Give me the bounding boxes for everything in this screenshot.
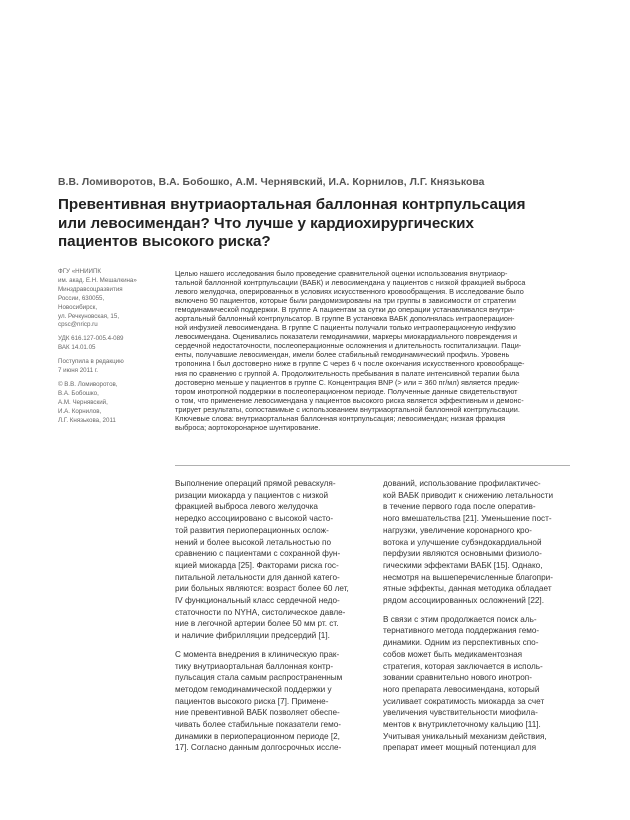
body-line: дований, использование профилактичес- xyxy=(383,479,541,488)
copyright-line: В.А. Бобошко, xyxy=(58,389,99,397)
abstract-line: выброса; аортокоронарное шунтирование. xyxy=(175,422,321,432)
body-line: чивать более стабильные показатели гемо- xyxy=(175,720,341,730)
body-line: несмотря на вышеперечисленные благопри- xyxy=(383,572,553,582)
body-line: гическими эффектами ВАБК [15]. Однако, xyxy=(383,560,543,570)
abstract-line: тором инотропной поддержки в послеоперационном периоде. Полученные данные свидетельствуют xyxy=(175,386,518,396)
body-line: ние превентивной ВАБК позволяет обеспе- xyxy=(175,708,340,718)
body-line: ние в легочной артерии более 50 мм рт. ст. xyxy=(175,619,339,629)
body-line: методом гемодинамической поддержки у xyxy=(175,684,332,694)
body-line: той развития периоперационных ослож- xyxy=(175,525,329,535)
body-line: препарат имеет мощный потенциал для xyxy=(383,743,537,753)
paragraph xyxy=(383,478,563,607)
body-column-left xyxy=(175,478,355,754)
body-line: кой ВАБК приводит к снижению летальности xyxy=(383,490,554,500)
body-line: вотока и улучшение субэндокардиальной xyxy=(383,537,542,547)
body-line: рии больных являются: возраст более 60 лет, xyxy=(175,584,349,594)
body-line: динамики в периоперационном периоде [2, xyxy=(175,731,340,741)
body-line: статочности по NYHA, систолическое давле- xyxy=(175,607,346,617)
body-line: Учитывая уникальный механизм действия, xyxy=(383,731,547,741)
udc-line: УДК 616.127-005.4-089 xyxy=(58,335,124,343)
body-line: перфузии являются основными физиоло- xyxy=(383,549,542,559)
affiliation-line: Минздравсоцразвития xyxy=(58,285,123,293)
body-line: ментов к внутриклеточному кальцию [11]. xyxy=(383,720,541,730)
received-line: 7 июня 2011 г. xyxy=(58,367,98,375)
affiliation-line: ФГУ «ННИИПК xyxy=(58,268,102,275)
abstract-line: сердечной недостаточности, послеоперационные осложнения и длительность госпитализации. Паци- xyxy=(175,341,522,351)
abstract-line: тропонина I был достоверно ниже в группе С через 6 ч после окончания искусственного кровообраще- xyxy=(175,359,525,369)
body-column-right xyxy=(383,478,563,754)
body-line: рядом ассоциированных осложнений [22]. xyxy=(383,596,544,606)
udc-line: ВАК 14.01.05 xyxy=(58,344,96,352)
abstract-line: левого желудочка, оперированных в условиях искусственного кровообращения. В исследование было xyxy=(175,287,524,297)
abstract-line: Целью нашего исследования было проведение сравнительной оценки использования внутриаор- xyxy=(175,269,508,278)
body-line: зовании сравнительно нового инотроп- xyxy=(383,673,532,683)
affiliation-line: им. акад. Е.Н. Мешалкина» xyxy=(58,276,137,284)
body-line: усиливает сократимость миокарда за счет xyxy=(383,696,545,706)
affiliation-email[interactable]: cpsc@nricp.ru xyxy=(58,321,98,329)
body-line: динамики. Одним из перспективных спо- xyxy=(383,638,539,648)
body-line: ризации миокарда у пациентов с низкой xyxy=(175,490,329,500)
body-line: собов может быть медикаментозная xyxy=(383,649,523,659)
body-line: Выполнение операций прямой реваскуля- xyxy=(175,479,336,488)
abstract-line: включено 90 пациентов, которые были рандомизированы на три группы в зависимости от стратегии xyxy=(175,296,516,306)
title-line: Превентивная внутриаортальная баллонная контрпульсация xyxy=(58,196,526,213)
abstract-line: аортальный баллонный контрпульсатор. В группе В установка ВАБК дополнялась интраоперацион- xyxy=(175,314,515,324)
authors-line: В.В. Ломиворотов, В.А. Бобошко, А.М. Чернявский, И.А. Корнилов, Л.Г. Князькова xyxy=(58,177,485,188)
abstract-divider xyxy=(175,465,570,466)
body-line: в течение первого года после оператив- xyxy=(383,502,536,512)
udc-block xyxy=(58,335,168,353)
received-block xyxy=(58,358,168,376)
body-line: С момента внедрения в клиническую прак- xyxy=(175,649,340,659)
body-line: ятные эффекты, данная методика обладает xyxy=(383,584,552,594)
body-line: питальной летальности для данной катего- xyxy=(175,572,340,582)
paragraph xyxy=(383,614,563,754)
body-line: ного вмешательства [21]. Уменьшение пост- xyxy=(383,514,552,524)
abstract-line: о том, что применение левосимендана у пациентов высокого риска является эффективным и демонс- xyxy=(175,395,524,405)
body-line: фракцией выброса левого желудочка xyxy=(175,502,318,512)
abstract-line: тальной баллонной контрпульсации (ВАБК) и левосимендана у пациентов с низкой фракцией выброса xyxy=(175,278,526,288)
body-line: стратегия, которая заключается в исполь- xyxy=(383,661,543,671)
copyright-block xyxy=(58,381,168,426)
abstract xyxy=(175,269,570,432)
abstract-line: ной инфузией левосимендана. В группе С пациенты получали только интраоперационную инфузию xyxy=(175,323,516,333)
body-line: пациентов высокого риска [7]. Примене- xyxy=(175,696,329,706)
body-line: нередко ассоциировано с высокой часто- xyxy=(175,514,334,524)
body-line: нений и более высокой летальностью по xyxy=(175,537,332,547)
body-line: увеличения чувствительности миофила- xyxy=(383,708,538,718)
abstract-line: ния по сравнению с группой А. Продолжительность пребывания в палате интенсивной терапии была xyxy=(175,368,520,378)
body-line: IV функциональный класс сердечной недо- xyxy=(175,596,340,606)
copyright-line: А.М. Чернявский, xyxy=(58,398,108,406)
article-title xyxy=(58,196,618,252)
abstract-line: достоверно меньше у пациентов в группе С. Концентрация BNP (> или = 360 пг/мл) является предик- xyxy=(175,377,520,387)
abstract-line: трирует результаты, сопоставимые с использованием внутриаортальной баллонной контрпульсации. xyxy=(175,404,520,414)
paragraph xyxy=(175,478,355,642)
body-line: сравнению с пациентами с сохранной фун- xyxy=(175,549,341,559)
abstract-line: енты, получавшие левосимендан, имели более стабильный гемодинамический профиль. Уровень xyxy=(175,350,510,360)
title-line: пациентов высокого риска? xyxy=(58,233,271,250)
body-line: 17]. Согласно данным долгосрочных иссле- xyxy=(175,743,342,753)
sidebar-metadata xyxy=(58,268,168,426)
abstract-line: Ключевые слова: внутриаортальная баллонная контрпульсация; левосимендан; низкая фракция xyxy=(175,413,506,423)
affiliation-line: ул. Речкуновская, 15, xyxy=(58,312,120,320)
body-line: тернативного метода поддержания гемо- xyxy=(383,626,540,636)
title-line: или левосимендан? Что лучше у кардиохирургических xyxy=(58,214,474,232)
body-line: тику внутриаортальная баллонная контр- xyxy=(175,661,334,671)
copyright-line: И.А. Корнилов, xyxy=(58,407,102,415)
body-line: и наличие фибрилляции предсердий [1]. xyxy=(175,631,330,641)
abstract-line: левосимендана. Оценивались показатели гемодинамики, маркеры миокардиального повреждения и xyxy=(175,332,518,342)
copyright-line: © В.В. Ломиворотов, xyxy=(58,380,118,388)
affiliation-block xyxy=(58,268,168,330)
affiliation-line: России, 630055, xyxy=(58,294,105,302)
body-line: ного препарата левосимендана, который xyxy=(383,684,540,694)
received-line: Поступила в редакцию xyxy=(58,358,124,366)
abstract-line: гемодинамической поддержки. В группе А пациентам за сутки до операции устанавливался внутри- xyxy=(175,305,515,315)
copyright-line: Л.Г. Князькова, 2011 xyxy=(58,416,116,424)
paragraph xyxy=(175,649,355,754)
body-line: кцией миокарда [25]. Факторами риска гос- xyxy=(175,560,339,570)
affiliation-line: Новосибирск, xyxy=(58,303,98,311)
body-line: нагрузки, увеличение коронарного кро- xyxy=(383,525,532,535)
body-line: В связи с этим продолжается поиск аль- xyxy=(383,614,537,624)
body-line: пульсация стала самым распространенным xyxy=(175,673,343,683)
